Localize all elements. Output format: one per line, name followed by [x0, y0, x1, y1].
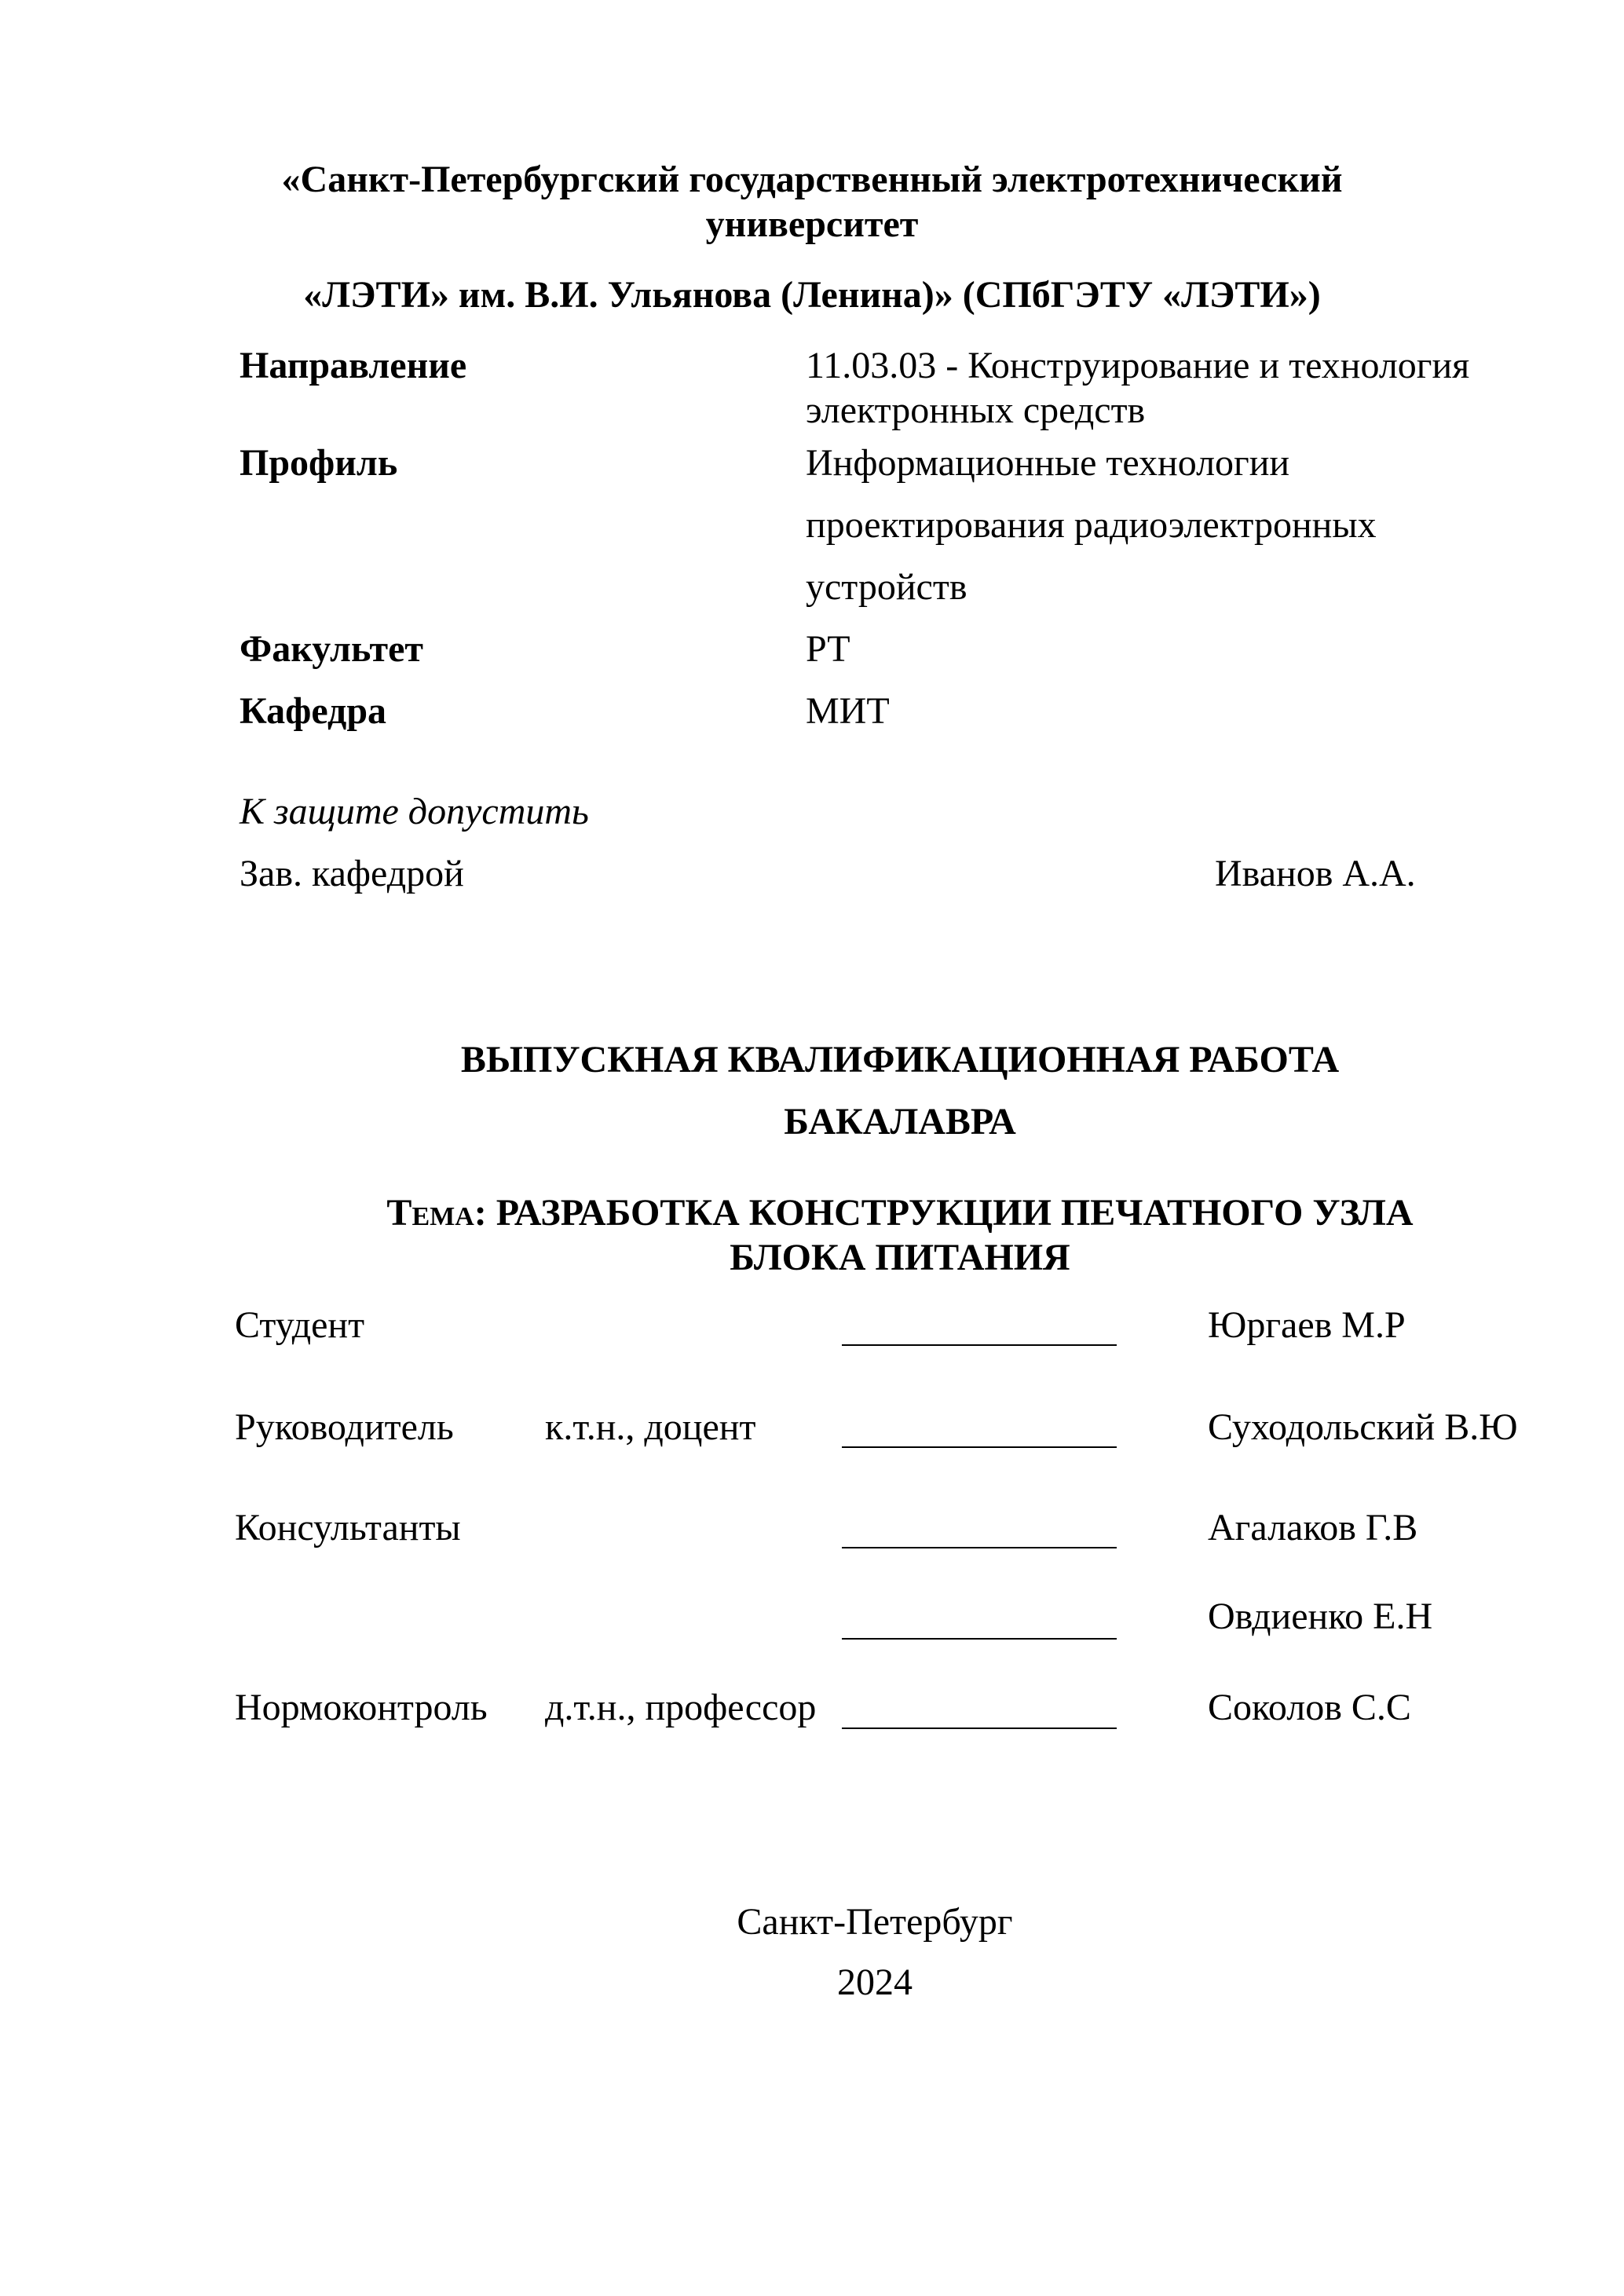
- head-of-department-label: Зав. кафедрой: [240, 853, 464, 894]
- university-name-line-2: университет: [705, 203, 919, 245]
- signature-degree: д.т.н., профессор: [545, 1687, 817, 1728]
- university-name-line-3: «ЛЭТИ» им. В.И. Ульянова (Ленина)» (СПбГЭТУ «ЛЭТИ»): [303, 274, 1321, 316]
- signature-line: [842, 1727, 1117, 1729]
- city: Санкт-Петербург: [737, 1901, 1013, 1943]
- signature-role: Руководитель: [235, 1406, 454, 1448]
- signature-name: Юргаев М.Р: [1208, 1304, 1406, 1346]
- signature-line: [842, 1638, 1117, 1640]
- direction-label: Направление: [240, 345, 467, 386]
- head-of-department-name: Иванов А.А.: [1215, 853, 1416, 894]
- topic-line-2: БЛОКА ПИТАНИЯ: [730, 1237, 1070, 1278]
- university-name-line-1: «Санкт-Петербургский государственный электротехнический: [281, 159, 1343, 200]
- department-label: Кафедра: [240, 690, 387, 732]
- signature-name: Соколов С.С: [1208, 1687, 1411, 1728]
- profile-value-cont: проектирования радиоэлектронных: [806, 504, 1377, 546]
- profile-label: Профиль: [240, 442, 398, 484]
- signature-role: Консультанты: [235, 1507, 461, 1548]
- signature-line: [842, 1547, 1117, 1548]
- faculty-value: РТ: [806, 628, 850, 670]
- work-type-line-2: БАКАЛАВРА: [784, 1101, 1016, 1143]
- signature-name: Овдиенко Е.Н: [1208, 1596, 1433, 1637]
- signature-degree: к.т.н., доцент: [545, 1406, 756, 1448]
- year: 2024: [837, 1961, 913, 2003]
- direction-value-cont: электронных средств: [806, 389, 1146, 431]
- signature-line: [842, 1344, 1117, 1346]
- admit-to-defense: К защите допустить: [240, 791, 589, 832]
- direction-value: 11.03.03 - Конструирование и технология: [806, 345, 1470, 386]
- topic-prefix: Тема:: [386, 1192, 487, 1234]
- profile-value: Информационные технологии: [806, 442, 1290, 484]
- faculty-label: Факультет: [240, 628, 423, 670]
- work-type-line-1: ВЫПУСКНАЯ КВАЛИФИКАЦИОННАЯ РАБОТА: [460, 1039, 1340, 1080]
- topic-text: РАЗРАБОТКА КОНСТРУКЦИИ ПЕЧАТНОГО УЗЛА: [496, 1192, 1414, 1234]
- signature-name: Суходольский В.Ю: [1208, 1406, 1518, 1448]
- signature-line: [842, 1446, 1117, 1448]
- signature-role: Студент: [235, 1304, 365, 1346]
- signature-name: Агалаков Г.В: [1208, 1507, 1418, 1548]
- topic-line-1: [88, 1191, 1624, 1235]
- profile-value-cont-2: устройств: [806, 566, 967, 608]
- signature-role: Нормоконтроль: [235, 1687, 488, 1728]
- department-value: МИТ: [806, 690, 890, 732]
